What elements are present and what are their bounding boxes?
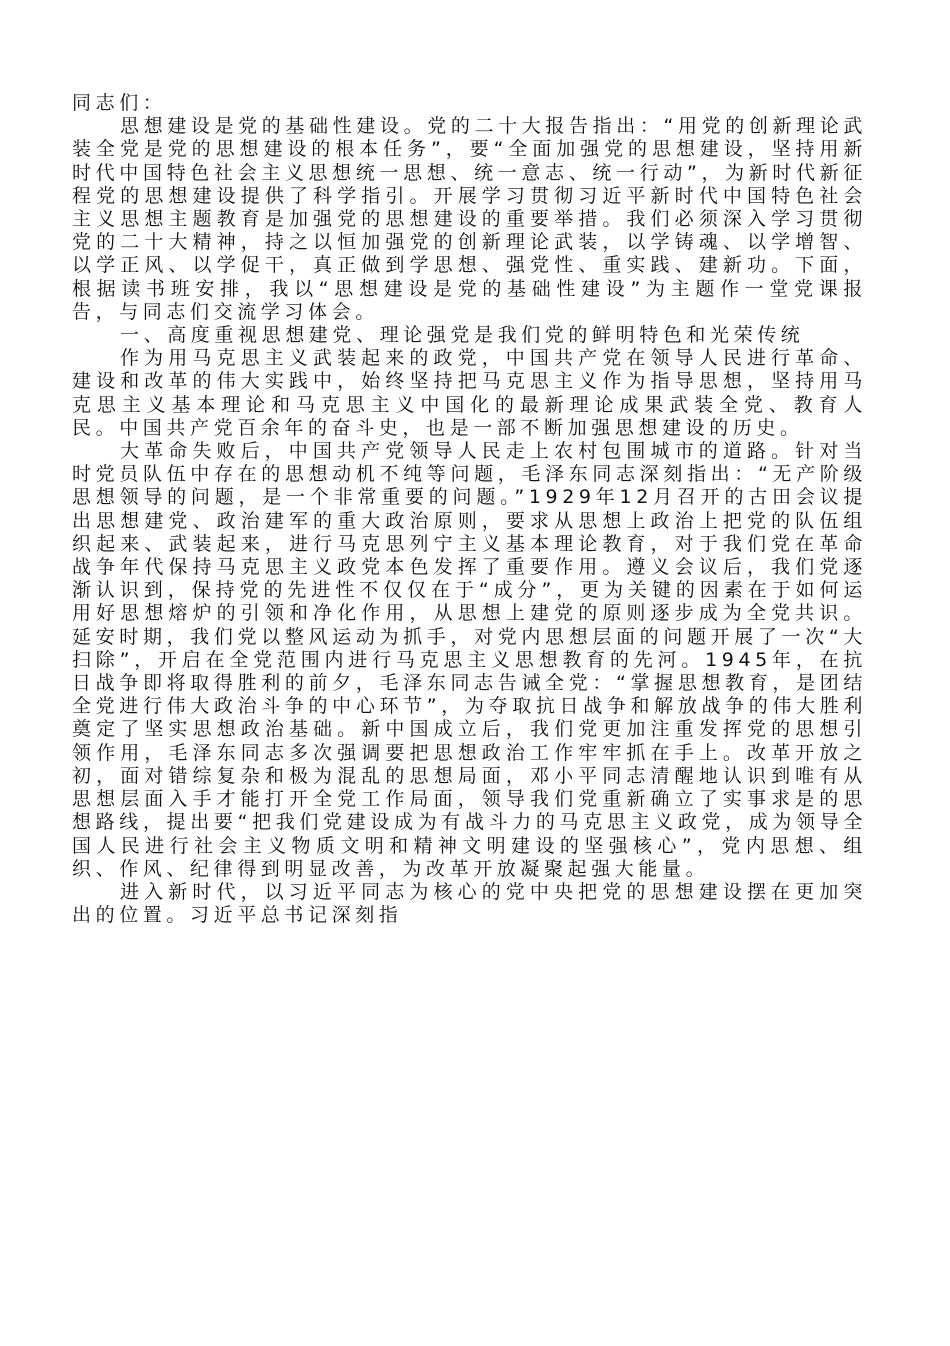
section-heading: 一、高度重视思想建党、理论强党是我们党的鲜明特色和光荣传统 [120,324,805,347]
body-paragraph: 作为用马克思主义武装起来的政党，中国共产党在领导人民进行革命、建设和改革的伟大实践中，始终坚持把马克思主义作为指导思想，坚持用马克思主义基本理论和马克思主义中国化的最新理论成果武装全党、教育人民。中国共产党百余年的奋斗史，也是一部不断加强思想建设的历史。 [72,347,867,439]
body-paragraph: 大革命失败后，中国共产党领导人民走上农村包围城市的道路。针对当时党员队伍中存在的思想动机不纯等问题，毛泽东同志深刻指出：“无产阶级思想领导的问题，是一个非常重要的问题。”1929年12月召开的古田会议提出思想建党、政治建军的重大政治原则，要求从思想上政治上把党的队伍组织起来、武装起来，进行马克思列宁主义基本理论教育，对于我们党在革命战争年代保持马克思主义政党本色发挥了重要作用。遵义会议后，我们党逐渐认识到，保持党的先进性不仅仅在于“成分”，更为关键的因素在于如何运用好思想熔炉的引领和净化作用，从思想上建党的原则逐步成为全党共识。延安时期，我们党以整风运动为抓手，对党内思想层面的问题开展了一次“大扫除”，开启在全党范围内进行马克思主义思想教育的先河。1945年，在抗日战争即将取得胜利的前夕，毛泽东同志告诫全党：“掌握思想教育，是团结全党进行伟大政治斗争的中心环节”，为夺取抗日战争和解放战争的伟大胜利奠定了坚实思想政治基础。新中国成立后，我们党更加注重发挥党的思想引领作用，毛泽东同志多次强调要把思想政治工作牢牢抓在手上。改革开放之初，面对错综复杂和极为混乱的思想局面，邓小平同志清醒地认识到唯有从思想层面入手才能打开全党工作局面，领导我们党重新确立了实事求是的思想路线，提出要“把我们党建设成为有战斗力的马克思主义政党，成为领导全国人民进行社会主义物质文明和精神文明建设的坚强核心”，党内思想、组织、作风、纪律得到明显改善，为改革开放凝聚起强大能量。 [72,440,867,880]
greeting: 同志们： [72,92,167,114]
body-paragraph: 进入新时代，以习近平同志为核心的党中央把党的思想建设摆在更加突出的位置。习近平总书记深刻指 [72,880,867,927]
intro-paragraph: 思想建设是党的基础性建设。党的二十大报告指出：“用党的创新理论武装全党是党的思想建设的根本任务”，要“全面加强党的思想建设，坚持用新时代中国特色社会主义思想统一思想、统一意志、统一行动”，为新时代新征程党的思想建设提供了科学指引。开展学习贯彻习近平新时代中国特色社会主义思想主题教育是加强党的思想建设的重要举措。我们必须深入学习贯彻党的二十大精神，持之以恒加强党的创新理论武装，以学铸魂、以学增智、以学正风、以学促干，真正做到学思想、强党性、重实践、建新功。下面，根据读书班安排，我以“思想建设是党的基础性建设”为主题作一堂党课报告，与同志们交流学习体会。 [72,115,867,323]
document-body [72,92,867,927]
